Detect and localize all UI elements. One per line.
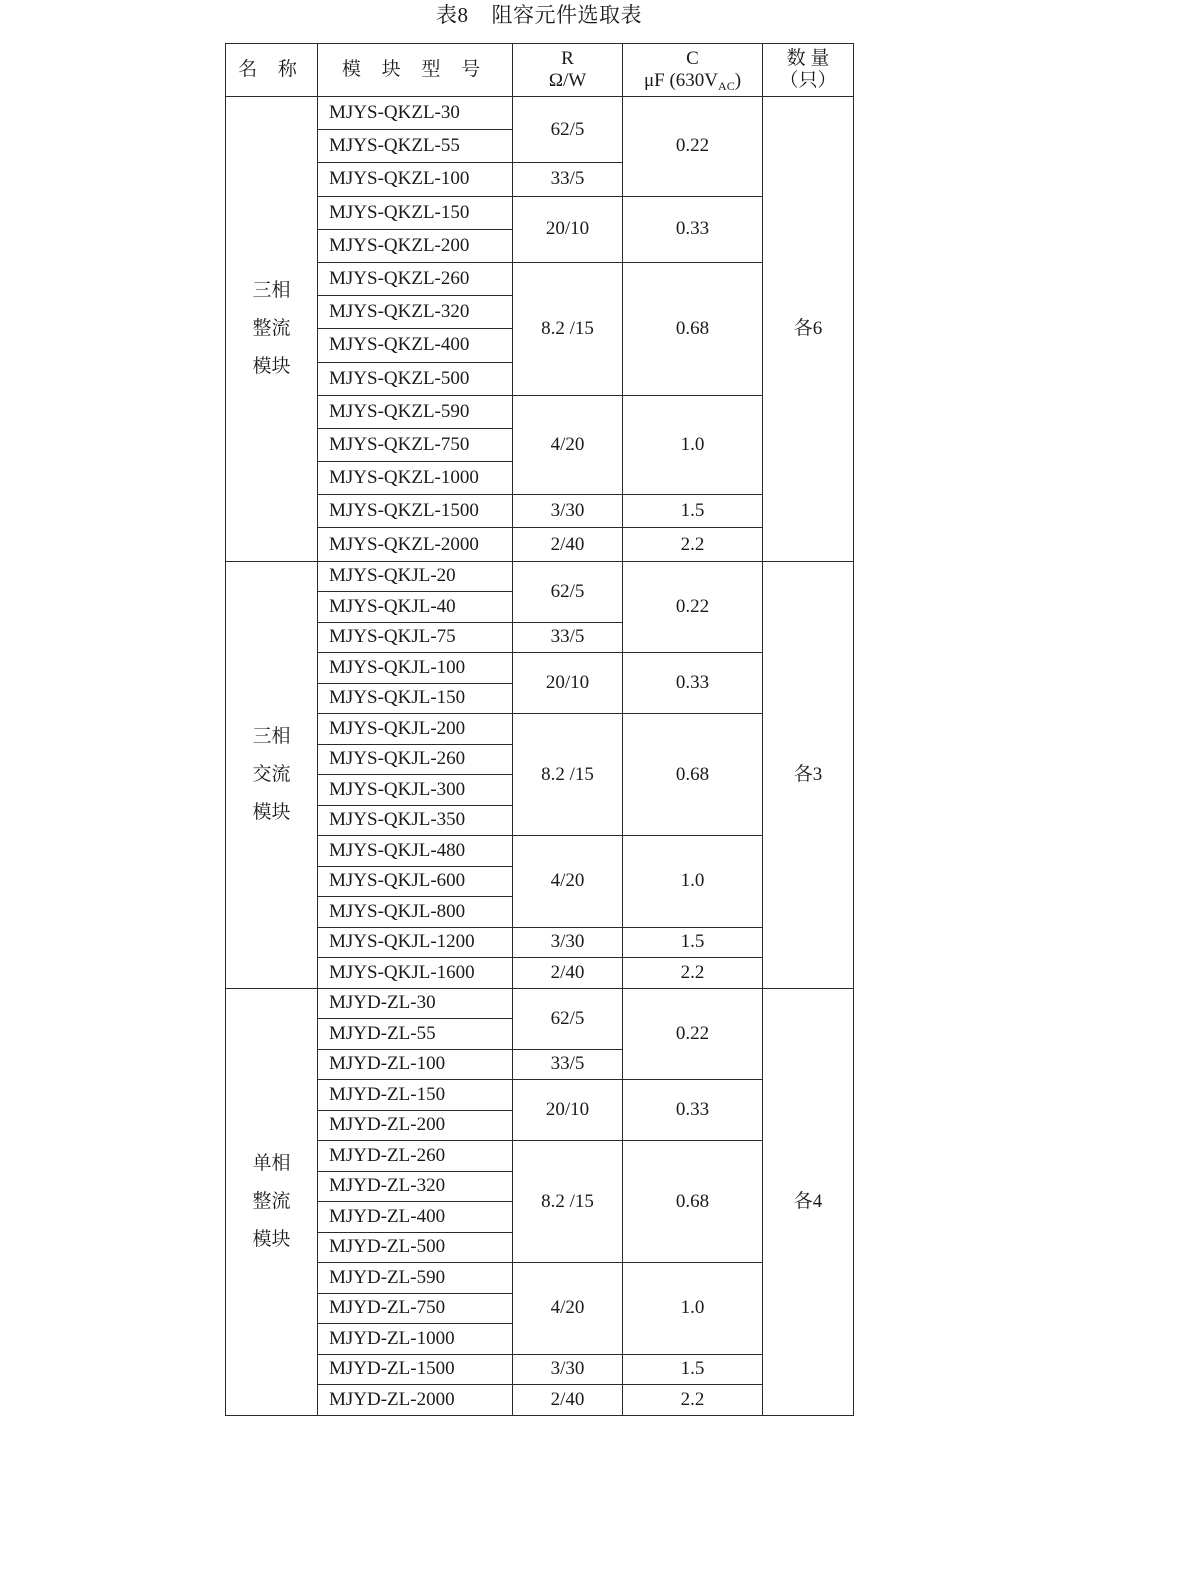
capacitance-cell: 0.68 — [623, 714, 763, 836]
model-cell: MJYS-QKJL-100 — [318, 653, 513, 684]
model-cell: MJYS-QKZL-200 — [318, 229, 513, 262]
model-cell: MJYS-QKZL-1000 — [318, 462, 513, 495]
model-cell: MJYS-QKJL-300 — [318, 775, 513, 806]
model-cell: MJYS-QKJL-1200 — [318, 927, 513, 958]
capacitance-cell: 0.33 — [623, 653, 763, 714]
model-cell: MJYS-QKJL-350 — [318, 805, 513, 836]
model-cell: MJYS-QKJL-260 — [318, 744, 513, 775]
capacitance-cell: 0.33 — [623, 196, 763, 262]
resistance-cell: 62/5 — [513, 988, 623, 1049]
model-cell: MJYD-ZL-320 — [318, 1171, 513, 1202]
header-c-symbol: C — [686, 48, 699, 69]
model-cell: MJYS-QKZL-30 — [318, 97, 513, 130]
capacitance-cell: 0.22 — [623, 988, 763, 1080]
header-qty-unit: （只） — [779, 70, 837, 91]
model-cell: MJYS-QKZL-400 — [318, 329, 513, 362]
header-name: 名 称 — [226, 44, 318, 97]
capacitance-cell: 1.5 — [623, 1354, 763, 1385]
table-row — [226, 714, 854, 745]
group-name-line: 单相 — [252, 1152, 291, 1174]
capacitance-cell: 0.68 — [623, 1141, 763, 1263]
resistance-cell: 3/30 — [513, 1354, 623, 1385]
group-name-line: 模块 — [252, 355, 291, 377]
model-cell: MJYD-ZL-30 — [318, 988, 513, 1019]
model-cell: MJYS-QKZL-590 — [318, 395, 513, 428]
model-cell: MJYS-QKJL-200 — [318, 714, 513, 745]
model-cell: MJYS-QKJL-600 — [318, 866, 513, 897]
header-r-symbol: R — [561, 48, 574, 69]
model-cell: MJYD-ZL-1000 — [318, 1324, 513, 1355]
model-cell: MJYD-ZL-590 — [318, 1263, 513, 1294]
group-name-line: 整流 — [252, 317, 291, 339]
table-row — [226, 196, 854, 229]
header-c — [623, 44, 763, 97]
model-cell: MJYS-QKZL-320 — [318, 296, 513, 329]
model-cell: MJYD-ZL-55 — [318, 1019, 513, 1050]
header-qty-label: 数 量 — [786, 48, 830, 69]
model-cell: MJYS-QKZL-500 — [318, 362, 513, 395]
model-cell: MJYD-ZL-2000 — [318, 1385, 513, 1416]
table-row — [226, 395, 854, 428]
table-row — [226, 1141, 854, 1172]
table-row — [226, 836, 854, 867]
header-c-unit: μF $(630V_{AC})$ — [643, 70, 742, 93]
resistance-cell: 33/5 — [513, 163, 623, 196]
rc-component-table — [225, 43, 854, 1416]
table-row — [226, 1080, 854, 1111]
model-cell: MJYD-ZL-100 — [318, 1049, 513, 1080]
resistance-cell: 33/5 — [513, 1049, 623, 1080]
table-row — [226, 927, 854, 958]
table-caption: 表8 阻容元件选取表 — [436, 3, 642, 27]
quantity-cell: 各4 — [763, 988, 854, 1415]
resistance-cell: 8.2 /15 — [513, 262, 623, 395]
table-row — [226, 653, 854, 684]
model-cell: MJYD-ZL-500 — [318, 1232, 513, 1263]
table-row — [226, 97, 854, 130]
resistance-cell: 20/10 — [513, 1080, 623, 1141]
table-row — [226, 262, 854, 295]
table-row — [226, 528, 854, 561]
table-row — [226, 1385, 854, 1416]
capacitance-cell: 2.2 — [623, 1385, 763, 1416]
module-group-name — [226, 561, 318, 988]
resistance-cell: 4/20 — [513, 1263, 623, 1355]
table-row — [226, 495, 854, 528]
model-cell: MJYS-QKZL-1500 — [318, 495, 513, 528]
header-r-unit: Ω/W — [548, 70, 587, 91]
model-cell: MJYS-QKJL-480 — [318, 836, 513, 867]
model-cell: MJYD-ZL-750 — [318, 1293, 513, 1324]
model-cell: MJYS-QKJL-1600 — [318, 958, 513, 989]
model-cell: MJYS-QKZL-260 — [318, 262, 513, 295]
table-row — [226, 1263, 854, 1294]
table-row — [226, 1354, 854, 1385]
resistance-cell: 20/10 — [513, 196, 623, 262]
group-name-line: 三相 — [252, 279, 291, 301]
model-cell: MJYD-ZL-1500 — [318, 1354, 513, 1385]
quantity-cell: 各3 — [763, 561, 854, 988]
group-name-line: 模块 — [252, 801, 291, 823]
capacitance-cell: 1.0 — [623, 836, 763, 928]
capacitance-cell: 1.5 — [623, 927, 763, 958]
resistance-cell: 4/20 — [513, 836, 623, 928]
group-name-line: 模块 — [252, 1228, 291, 1250]
group-name-line: 整流 — [252, 1190, 291, 1212]
header-model: 模 块 型 号 — [318, 44, 513, 97]
resistance-cell: 8.2 /15 — [513, 714, 623, 836]
table-row — [226, 561, 854, 592]
group-name-line: 交流 — [252, 763, 291, 785]
resistance-cell: 3/30 — [513, 927, 623, 958]
resistance-cell: 2/40 — [513, 958, 623, 989]
resistance-cell: 2/40 — [513, 1385, 623, 1416]
capacitance-cell: 2.2 — [623, 958, 763, 989]
module-group-name — [226, 97, 318, 562]
model-cell: MJYD-ZL-400 — [318, 1202, 513, 1233]
capacitance-cell: 1.0 — [623, 395, 763, 495]
resistance-cell: 62/5 — [513, 97, 623, 163]
resistance-cell: 20/10 — [513, 653, 623, 714]
model-cell: MJYS-QKZL-100 — [318, 163, 513, 196]
capacitance-cell: 0.68 — [623, 262, 763, 395]
capacitance-cell: 0.22 — [623, 561, 763, 653]
model-cell: MJYS-QKJL-40 — [318, 592, 513, 623]
header-r — [513, 44, 623, 97]
model-cell: MJYS-QKZL-55 — [318, 130, 513, 163]
capacitance-cell: 0.22 — [623, 97, 763, 197]
table-row — [226, 958, 854, 989]
header-qty — [763, 44, 854, 97]
capacitance-cell: 0.33 — [623, 1080, 763, 1141]
group-name-line: 三相 — [252, 725, 291, 747]
module-group-name — [226, 988, 318, 1415]
model-cell: MJYS-QKZL-150 — [318, 196, 513, 229]
model-cell: MJYS-QKZL-2000 — [318, 528, 513, 561]
model-cell: MJYS-QKJL-75 — [318, 622, 513, 653]
quantity-cell: 各6 — [763, 97, 854, 562]
resistance-cell: 8.2 /15 — [513, 1141, 623, 1263]
resistance-cell: 33/5 — [513, 622, 623, 653]
resistance-cell: 62/5 — [513, 561, 623, 622]
capacitance-cell: 1.0 — [623, 1263, 763, 1355]
model-cell: MJYD-ZL-200 — [318, 1110, 513, 1141]
model-cell: MJYS-QKJL-150 — [318, 683, 513, 714]
resistance-cell: 4/20 — [513, 395, 623, 495]
table-row — [226, 988, 854, 1019]
header-row — [226, 44, 854, 97]
model-cell: MJYS-QKJL-800 — [318, 897, 513, 928]
capacitance-cell: 2.2 — [623, 528, 763, 561]
model-cell: MJYD-ZL-150 — [318, 1080, 513, 1111]
resistance-cell: 2/40 — [513, 528, 623, 561]
capacitance-cell: 1.5 — [623, 495, 763, 528]
model-cell: MJYS-QKJL-20 — [318, 561, 513, 592]
resistance-cell: 3/30 — [513, 495, 623, 528]
model-cell: MJYD-ZL-260 — [318, 1141, 513, 1172]
model-cell: MJYS-QKZL-750 — [318, 428, 513, 461]
